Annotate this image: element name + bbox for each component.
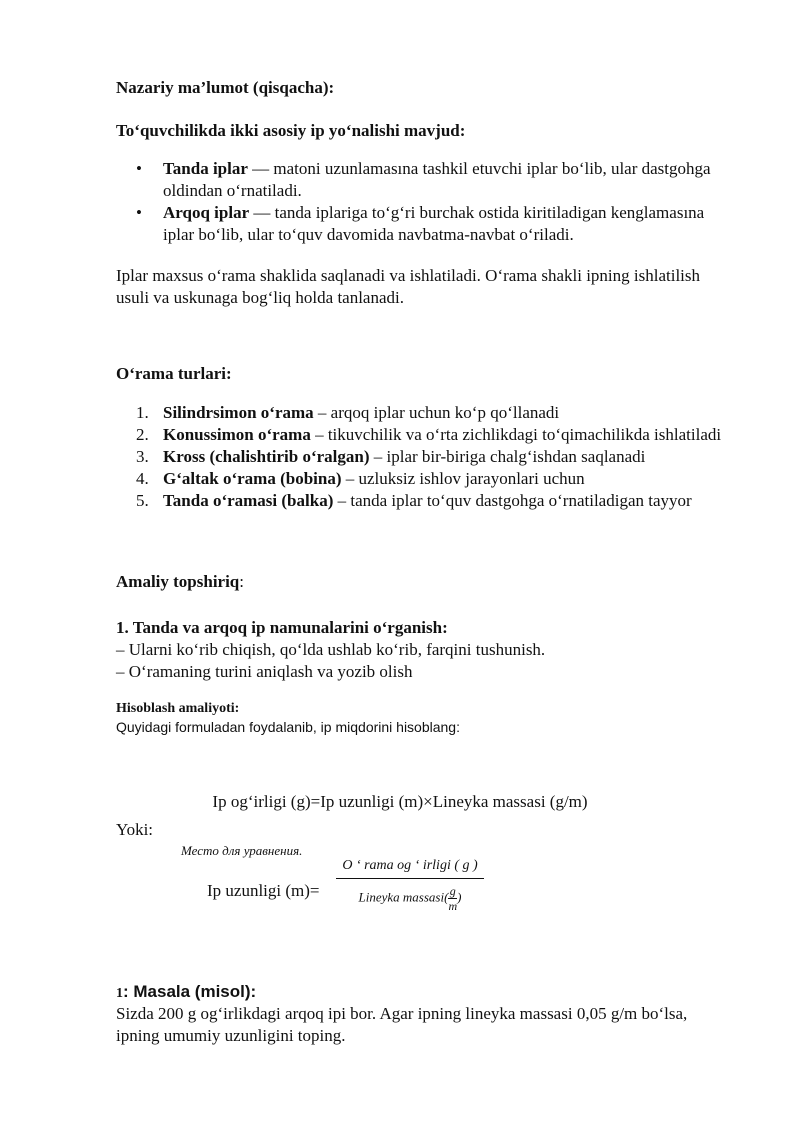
bullet-icon: •: [136, 159, 142, 178]
fraction-bar: [336, 878, 484, 879]
item-number: 2.: [136, 425, 149, 444]
task1-line: – O‘ramaning turini aniqlash va yozib olish: [116, 662, 413, 681]
definition: — matoni uzunlamasına tashkil etuvchi iplar bo‘lib, ular dastgohga oldindan o‘rnatiladi.: [163, 159, 711, 200]
masala-number: 1: [116, 986, 123, 1001]
fraction-denominator: Lineyka massasi( $\frac{g}{m}$ ): [358, 884, 462, 913]
list-item: [116, 202, 736, 246]
unit-top: g: [449, 884, 456, 898]
item-number: 3.: [136, 447, 149, 466]
paragraph: Iplar maxsus o‘rama shaklida saqlanadi va ishlatiladi. O‘rama shakli ipning ishlatilish usuli va uskunaga bog‘liq holda tanlanadi.: [116, 266, 701, 307]
masala-heading: [116, 981, 256, 1005]
term: Arqoq iplar: [163, 203, 250, 222]
term: Silindrsimon o‘rama: [163, 403, 314, 422]
calc-heading: Hisoblash amaliyoti:: [116, 701, 240, 716]
item-number: 4.: [136, 469, 149, 488]
thread-types-list: [116, 158, 736, 246]
item-number: 1.: [136, 403, 149, 422]
masala-text: Sizda 200 g og‘irlikdagi arqoq ipi bor. Agar ipning lineyka massasi 0,05 g/m bo‘lsa, ipning umumiy uzunligini toping.: [116, 1004, 688, 1045]
yoki-label: Yoki:: [116, 820, 154, 839]
definition: – uzluksiz ishlov jarayonlari uchun: [341, 469, 585, 488]
formula-length-left: Ip uzunligi (m)=: [207, 881, 320, 900]
denominator-text: Lineyka massasi: [358, 889, 445, 905]
practical-colon: :: [239, 572, 245, 591]
item-number: 5.: [136, 491, 149, 510]
list-item: [116, 158, 736, 202]
definition: – iplar bir-biriga chalg‘ishdan saqlanadi: [369, 447, 646, 466]
fraction-numerator: O ‘ rama og ‘ irligi ( g ): [342, 858, 478, 873]
bullet-icon: •: [136, 203, 142, 222]
list-item: [116, 402, 736, 424]
formula-weight: Ip og‘irligi (g)=Ip uzunligi (m)×Lineyka massasi (g/m): [212, 792, 588, 811]
term: G‘altak o‘rama (bobina): [163, 469, 342, 488]
unit-bottom: m: [448, 899, 458, 913]
list-item: [116, 468, 736, 490]
masala-title: : Masala (misol):: [123, 982, 257, 1001]
page-title: Nazariy ma’lumot (qisqacha):: [116, 78, 335, 97]
term: Kross (chalishtirib o‘ralgan): [163, 447, 370, 466]
list-item: [116, 424, 736, 446]
types-heading: O‘rama turlari:: [116, 364, 232, 383]
unit-fraction: [448, 885, 457, 912]
task1-line: – Ularni ko‘rib chiqish, qo‘lda ushlab ko‘rib, farqini tushunish.: [116, 640, 546, 659]
task1-heading: 1. Tanda va arqoq ip namunalarini o‘rganish:: [116, 618, 448, 637]
definition: – tikuvchilik va o‘rta zichlikdagi to‘qimachilikda ishlatiladi: [310, 425, 722, 444]
definition: – tanda iplar to‘quv dastgohga o‘rnatiladigan tayyor: [333, 491, 692, 510]
list-item: [116, 490, 736, 512]
term: Konussimon o‘rama: [163, 425, 311, 444]
calc-instruction: Quyidagi formuladan foydalanib, ip miqdorini hisoblang:: [116, 719, 460, 735]
equation-placeholder[interactable]: Место для уравнения.: [181, 843, 303, 858]
practical-heading-text: Amaliy topshiriq: [116, 572, 240, 591]
practical-heading: [116, 571, 244, 593]
term: Tanda iplar: [163, 159, 248, 178]
definition: – arqoq iplar uchun ko‘p qo‘llanadi: [313, 403, 560, 422]
intro-heading: To‘quvchilikda ikki asosiy ip yo‘nalishi mavjud:: [116, 121, 466, 140]
definition: — tanda iplariga to‘g‘ri burchak ostida kiritiladigan kenglamasına iplar bo‘lib, ular to‘quv davomida navbatma-navbat o‘riladi.: [163, 203, 705, 244]
formula-length-fraction: [336, 856, 484, 912]
term: Tanda o‘ramasi (balka): [163, 491, 334, 510]
list-item: [116, 446, 736, 468]
winding-types-list: [116, 402, 736, 512]
